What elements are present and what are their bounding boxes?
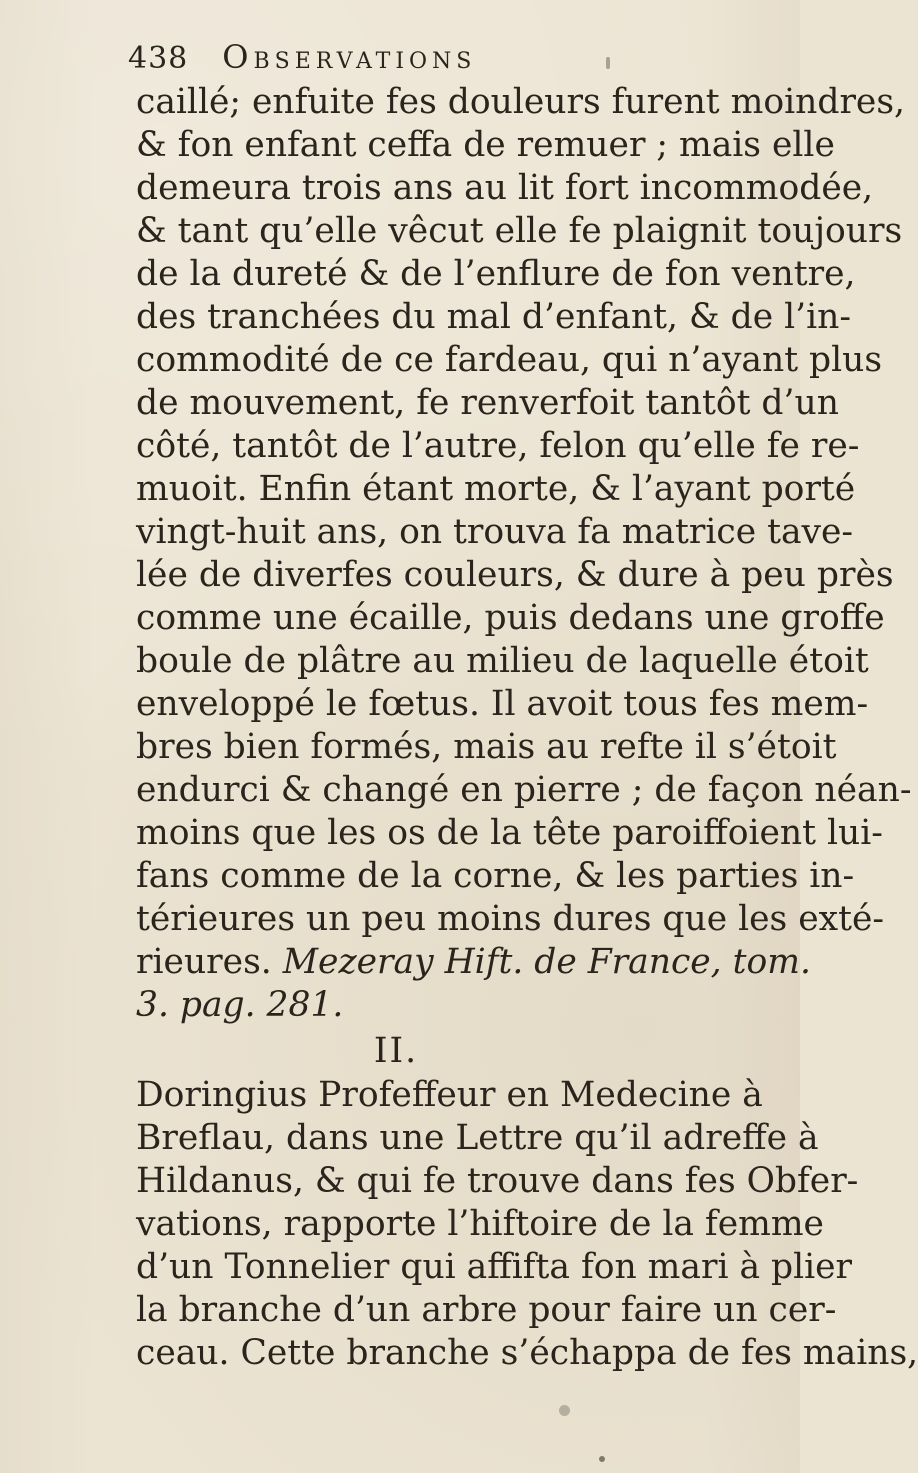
text-line: ceau. Cette branche s’échappa de fes mains, [136, 1333, 918, 1373]
page-header [128, 38, 648, 82]
ink-dot [599, 1456, 605, 1462]
text-line: lée de diverfes couleurs, & dure à peu près [136, 555, 894, 595]
citation-continuation: 3. pag. 281. [136, 985, 344, 1025]
text-line: Hildanus, & qui fe trouve dans fes Obfer- [136, 1161, 859, 1201]
text-line: vations, rapporte l’hiftoire de la femme [136, 1204, 824, 1244]
text-line: endurci & changé en pierre ; de façon néan- [136, 770, 912, 810]
text-line-with-citation [136, 941, 811, 984]
text-line: boule de plâtre au milieu de laquelle étoit [136, 641, 869, 681]
section-number: II. [373, 1031, 419, 1071]
text-line: comme une écaille, puis dedans une groffe [136, 598, 885, 638]
text-line: d’un Tonnelier qui affifta fon mari à plier [136, 1247, 853, 1287]
text-line: commodité de ce fardeau, qui n’ayant plus [136, 340, 883, 380]
text-line: demeura trois ans au lit fort incommodée, [136, 168, 874, 208]
paper-spot [559, 1405, 570, 1416]
text-line: côté, tantôt de l’autre, felon qu’elle fe re- [136, 426, 860, 466]
text-line: la branche d’un arbre pour faire un cer- [136, 1290, 837, 1330]
text-line: caillé; enfuite fes douleurs furent moindres, [136, 82, 906, 122]
text-line: térieures un peu moins dures que les exté- [136, 899, 885, 939]
main-text [136, 81, 918, 1375]
running-head: Observations [222, 38, 477, 76]
citation: Mezeray Hift. de France, tom. [282, 942, 811, 982]
text-line: & fon enfant ceffa de remuer ; mais elle [136, 125, 835, 165]
text-line: de mouvement, fe renverfoit tantôt d’un [136, 383, 839, 423]
text-line: enveloppé le fœtus. Il avoit tous fes mem- [136, 684, 869, 724]
text-line: vingt-huit ans, on trouva fa matrice tave- [136, 512, 854, 552]
text-line: de la dureté & de l’enflure de fon ventre, [136, 254, 856, 294]
text-line: des tranchées du mal d’enfant, & de l’in- [136, 297, 852, 337]
text-line: Doringius Profeffeur en Medecine à [136, 1075, 763, 1115]
text-line: rieures. [136, 942, 272, 982]
text-line: fans comme de la corne, & les parties in- [136, 856, 855, 896]
text-line: moins que les os de la tête paroiffoient lui- [136, 813, 883, 853]
paper-mark [606, 57, 610, 69]
page-number: 438 [128, 41, 189, 76]
text-line: Breflau, dans une Lettre qu’il adreffe à [136, 1118, 819, 1158]
text-line: muoit. Enfin étant morte, & l’ayant porté [136, 469, 856, 509]
text-line: bres bien formés, mais au refte il s’étoit [136, 727, 837, 767]
text-line: & tant qu’elle vêcut elle fe plaignit toujours [136, 211, 903, 251]
